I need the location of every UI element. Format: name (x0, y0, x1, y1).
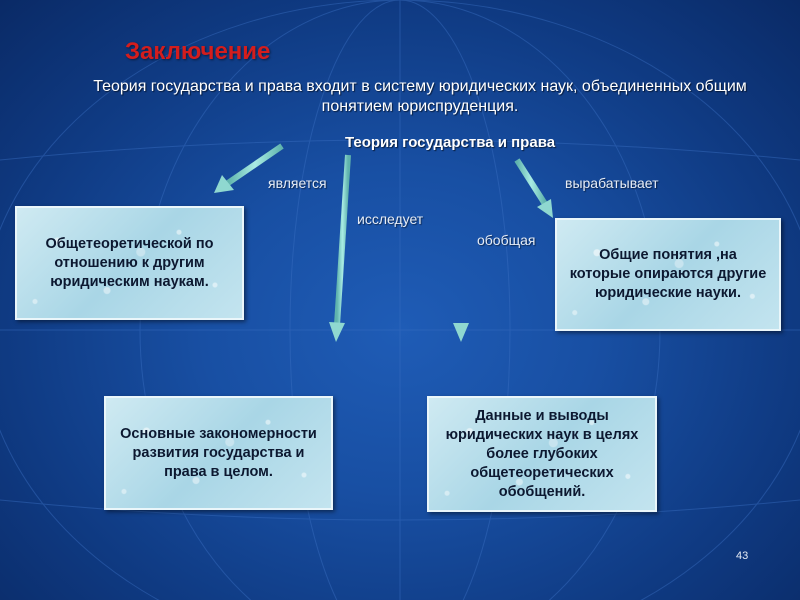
arrow-label-mid-right: обобщая (477, 232, 536, 248)
box-bottom-left: Основные закономерности развития государства и права в целом. (104, 396, 333, 510)
box-top-right: Общие понятия ,на которые опираются другие юридические науки. (555, 218, 781, 331)
arrow-label-mid-left: исследует (357, 211, 424, 227)
arrow-right (517, 160, 553, 218)
arrow-label-right: вырабатывает (565, 175, 659, 191)
slide-title: Заключение (125, 38, 271, 65)
box-bottom-right: Данные и выводы юридических наук в целях более глубоких общетеоретических обобщений. (427, 396, 657, 512)
arrow-mid-right (453, 157, 469, 342)
arrow-label-left: является (268, 175, 327, 191)
center-node-title: Теория государства и права (344, 134, 556, 151)
slide-subtitle: Теория государства и права входит в систему юридических наук, объединенных общим понятием юриспруденция. (93, 78, 747, 115)
arrow-mid-left (329, 155, 348, 342)
page-number: 43 (736, 550, 749, 562)
box-top-left: Общетеоретической по отношению к другим юридическим наукам. (15, 206, 244, 320)
